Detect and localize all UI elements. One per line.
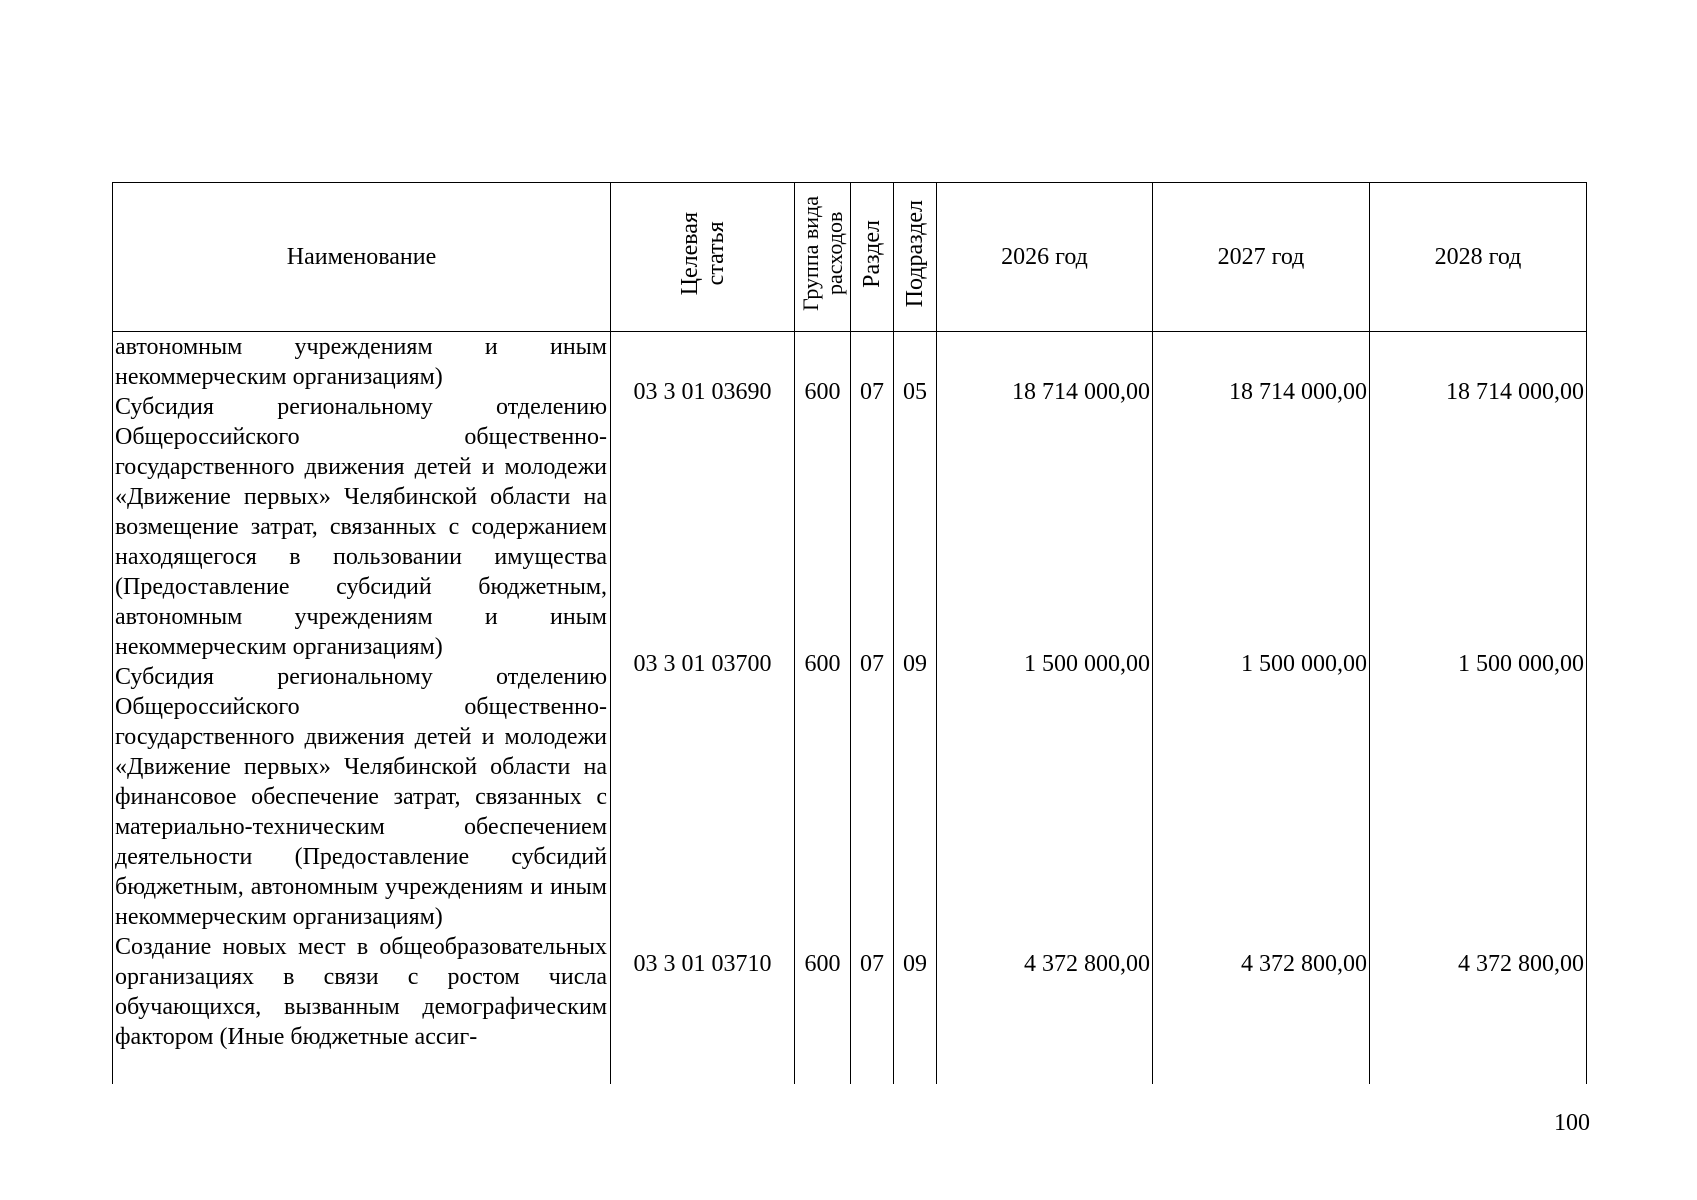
- header-year-2026: 2026 год: [937, 183, 1153, 332]
- target-article-value: 03 3 01 03710: [633, 951, 772, 977]
- expense-group-cell: [795, 332, 851, 1085]
- header-target-article: [611, 183, 795, 332]
- page-number: 100: [1554, 1110, 1590, 1136]
- section-value: 07: [860, 951, 884, 977]
- header-section: [851, 183, 894, 332]
- amount-2028: 4 372 800,00: [1458, 951, 1584, 977]
- table-body-row: [113, 332, 1587, 1085]
- name-paragraph: Субсидия региональному отделению Общероссийского общественно-государственного движения детей и молодежи «Движение первых» Челябинской области на финансовое обеспечение затрат, связанных с материально-техническим обеспечением деятельности (Предоставление субсидий бюджетным, автономным учреждениям и иным некоммерческим организациям): [115, 664, 607, 930]
- name-cell: [113, 332, 611, 1085]
- expense-group-value: 600: [804, 379, 841, 405]
- header-subsection-label: Подраздел: [902, 199, 928, 308]
- section-value: 07: [860, 379, 884, 405]
- header-subsection: [894, 183, 937, 332]
- amount-2027: 1 500 000,00: [1241, 651, 1367, 677]
- header-expense-group: [795, 183, 851, 332]
- header-target-article-label: Целевая статья: [676, 211, 729, 296]
- header-year-2027: 2027 год: [1153, 183, 1370, 332]
- section-cell: [851, 332, 894, 1085]
- header-section-label: Раздел: [859, 219, 885, 288]
- target-article-value: 03 3 01 03700: [633, 651, 772, 677]
- amount-2028: 1 500 000,00: [1458, 651, 1584, 677]
- target-article-cell: [611, 332, 795, 1085]
- amount-2027: 18 714 000,00: [1229, 379, 1367, 405]
- amount-2026: 1 500 000,00: [1024, 651, 1150, 677]
- amount-2026: 4 372 800,00: [1024, 951, 1150, 977]
- subsection-cell: [894, 332, 937, 1085]
- name-paragraph: Создание новых мест в общеобразовательных организациях в связи с ростом числа обучающихся, вызванным демографическим фактором (Иные бюджетные ассиг-: [115, 934, 607, 1050]
- header-year-2028: 2028 год: [1370, 183, 1587, 332]
- amount-2026: 18 714 000,00: [1012, 379, 1150, 405]
- name-paragraph: автономным учреждениям и иным некоммерческим организациям): [115, 334, 607, 390]
- subsection-value: 05: [903, 379, 927, 405]
- table-header-row: [113, 183, 1587, 332]
- year-2028-cell: [1370, 332, 1587, 1085]
- amount-2028: 18 714 000,00: [1446, 379, 1584, 405]
- name-paragraph: Субсидия региональному отделению Общероссийского общественно-государственного движения детей и молодежи «Движение первых» Челябинской области на возмещение затрат, связанных с содержанием находящегося в пользовании имущества (Предоставление субсидий бюджетным, автономным учреждениям и иным некоммерческим организациям): [115, 394, 607, 660]
- year-2027-cell: [1153, 332, 1370, 1085]
- year-2026-cell: [937, 332, 1153, 1085]
- expense-group-value: 600: [804, 951, 841, 977]
- expense-group-value: 600: [804, 651, 841, 677]
- budget-table: [112, 182, 1587, 1084]
- subsection-value: 09: [903, 651, 927, 677]
- header-expense-group-label: Группа вида расходов: [797, 196, 847, 311]
- subsection-value: 09: [903, 951, 927, 977]
- amount-2027: 4 372 800,00: [1241, 951, 1367, 977]
- section-value: 07: [860, 651, 884, 677]
- header-name: Наименование: [113, 183, 611, 332]
- target-article-value: 03 3 01 03690: [633, 379, 772, 405]
